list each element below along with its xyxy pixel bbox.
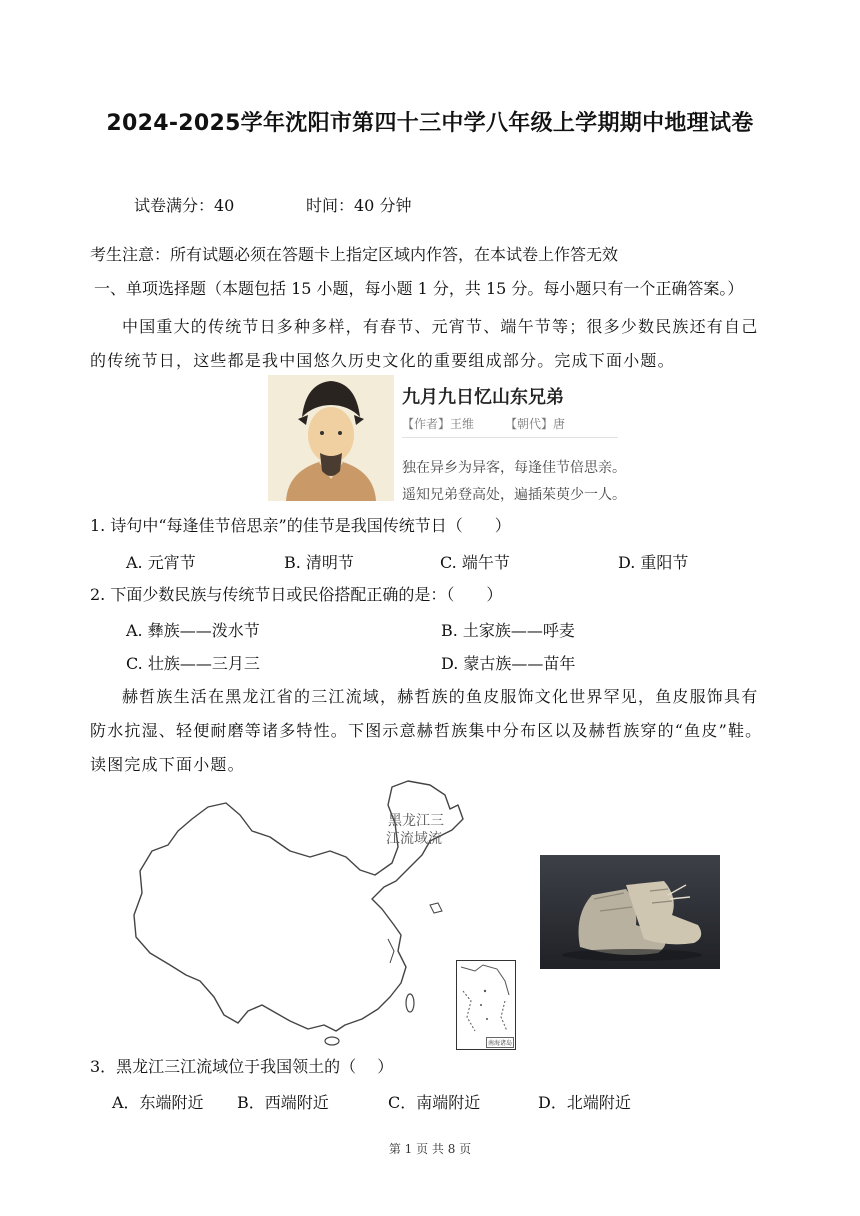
south-china-sea-inset — [456, 960, 516, 1050]
page-footer: 第 1 页 共 8 页 — [388, 1142, 472, 1156]
q2-option-d: D. 蒙古族——苗年 — [441, 654, 576, 673]
poem-dynasty: 【朝代】唐 — [505, 417, 566, 431]
q1-option-d: D. 重阳节 — [618, 553, 689, 572]
full-score: 试卷满分：40 — [134, 196, 235, 215]
poem-line-2: 遥知兄弟登高处，遍插茱萸少一人。 — [402, 487, 626, 503]
q3-option-c: C．南端附近 — [388, 1093, 481, 1112]
map-region-label-line-2: 江流域流 — [386, 831, 442, 847]
q3-option-d: D．北端附近 — [538, 1093, 631, 1112]
taiwan-island — [406, 994, 414, 1012]
q1-option-b: B. 清明节 — [284, 553, 354, 572]
inset-label: 南海诸岛 — [486, 1037, 514, 1048]
intro-paragraph-1: 中国重大的传统节日多种多样，有春节、元宵节、端午节等；很多少数民族还有自己的传统节日，这些都是我中国悠久历史文化的重要组成部分。完成下面小题。 — [90, 317, 759, 370]
q2-option-b: B. 土家族——呼麦 — [441, 621, 575, 640]
poem-author: 【作者】王维 — [402, 417, 475, 431]
hainan-island — [325, 1037, 339, 1045]
map-region-label-line-1: 黑龙江三 — [388, 813, 444, 829]
notice: 考生注意：所有试题必须在答题卡上指定区域内作答，在本试卷上作答无效 — [90, 245, 619, 264]
intro-paragraph-2: 赫哲族生活在黑龙江省的三江流域，赫哲族的鱼皮服饰文化世界罕见，鱼皮服饰具有防水抗湿、轻便耐磨等诸多特性。下图示意赫哲族集中分布区以及赫哲族穿的“鱼皮”鞋。读图完成下面小题。 — [90, 687, 763, 774]
q2-option-c: C. 壮族——三月三 — [126, 654, 260, 673]
wang-wei-portrait-image — [268, 375, 394, 501]
q1-stem: 1. 诗句中“每逢佳节倍思亲”的佳节是我国传统节日（ ） — [90, 516, 511, 535]
coast-island — [430, 903, 442, 913]
q2-option-a: A. 彝族——泼水节 — [126, 621, 260, 640]
fish-skin-shoes-photo — [540, 855, 720, 969]
q3-stem: 3．黑龙江三江流域位于我国领土的（ ） — [90, 1057, 394, 1076]
poem-title: 九月九日忆山东兄弟 — [402, 387, 564, 408]
exam-time: 时间：40 分钟 — [306, 196, 412, 215]
q1-option-a: A. 元宵节 — [126, 553, 196, 572]
q2-stem: 2. 下面少数民族与传统节日或民俗搭配正确的是：（ ） — [90, 585, 503, 604]
document-title: 2024-2025学年沈阳市第四十三中学八年级上学期期中地理试卷 — [106, 111, 754, 136]
q3-option-b: B．西端附近 — [237, 1093, 329, 1112]
q3-option-a: A．东端附近 — [112, 1093, 204, 1112]
section-heading: 一、单项选择题（本题包括 15 小题，每小题 1 分，共 15 分。每小题只有一个正确答案。） — [94, 279, 744, 298]
poem-line-1: 独在异乡为异客，每逢佳节倍思亲。 — [402, 460, 626, 476]
q1-option-c: C. 端午节 — [440, 553, 510, 572]
